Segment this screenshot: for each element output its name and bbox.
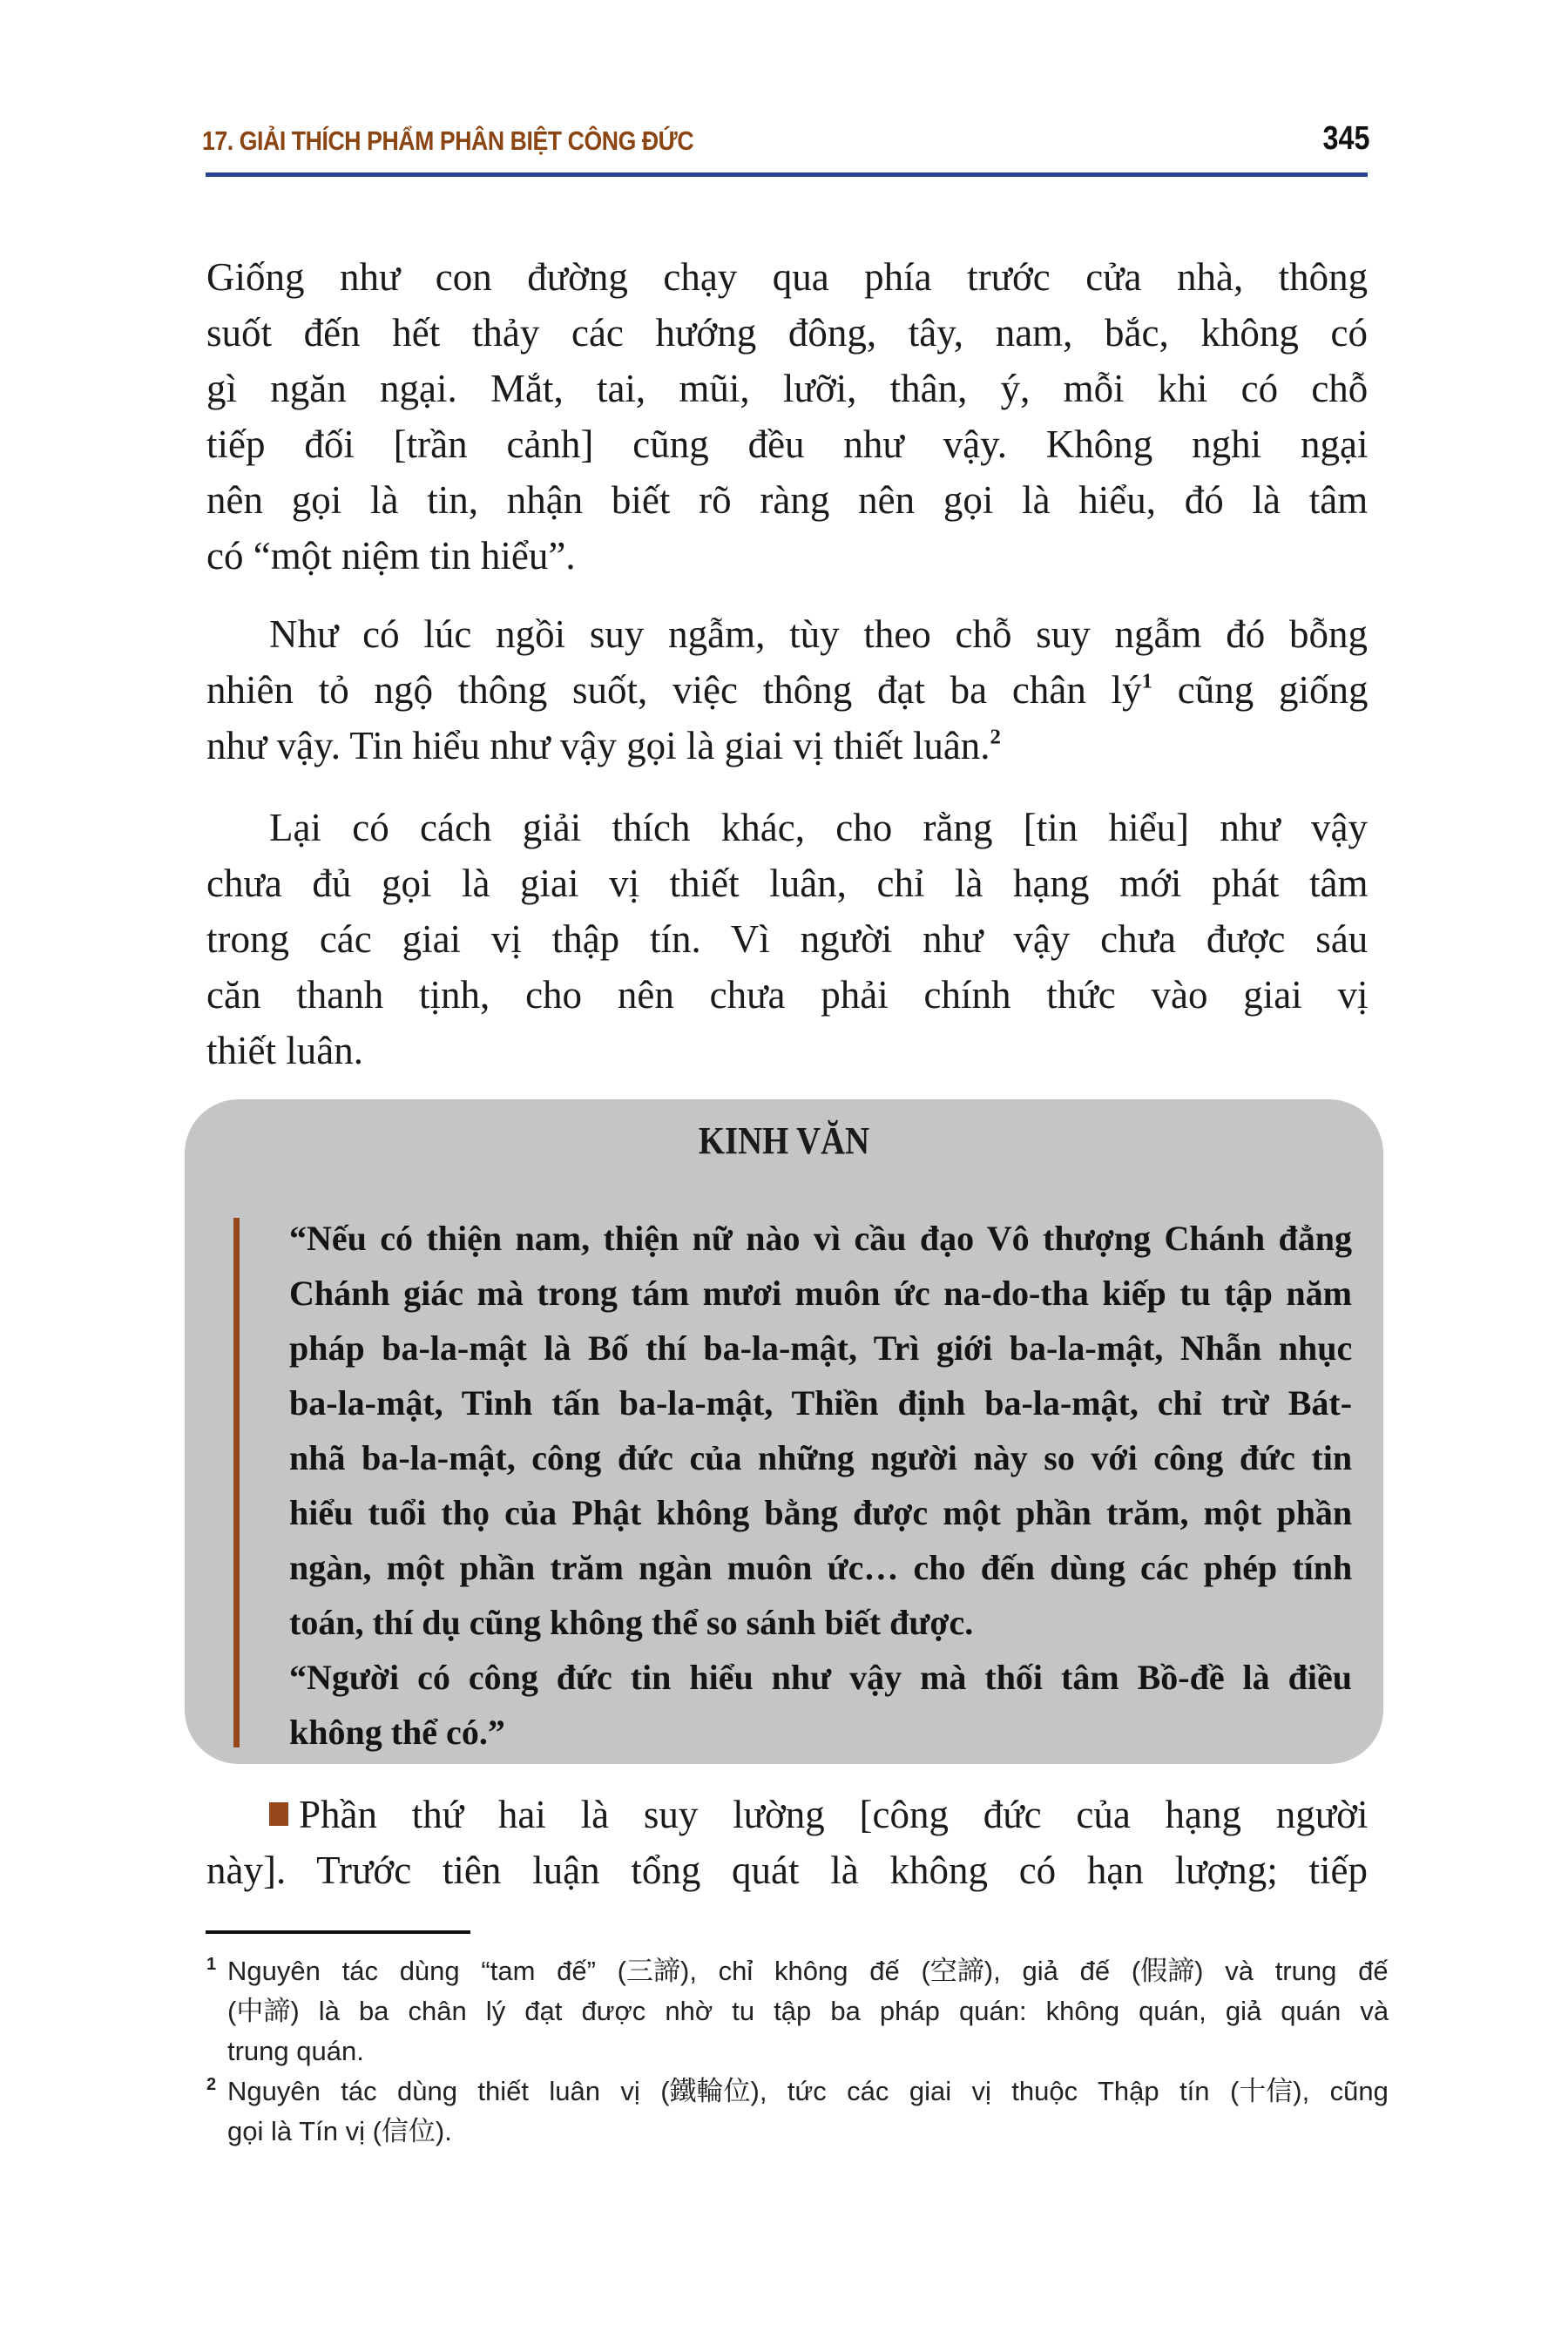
text-line: tiếp đối [trần cảnh] cũng đều như vậy. Không nghi ngại [206,422,1369,466]
footnote-2 [206,2072,1389,2152]
quote-line: “Người có công đức tin hiểu như vậy mà thối tâm Bồ-đề là điều [289,1658,1352,1697]
text-segment: như vậy. Tin hiểu như vậy gọi là giai vị thiết luân. [206,724,990,767]
sutra-quote [289,1211,1352,1760]
text-line: chưa đủ gọi là giai vị thiết luân, chỉ là hạng mới phát tâm [206,862,1369,905]
quote-line: Chánh giác mà trong tám mươi muôn ức na-do-tha kiếp tu tập năm [289,1274,1352,1313]
paragraph-1 [206,249,1368,584]
text-line: thiết luân. [206,1029,363,1072]
footnote-line: gọi là Tín vị (信位). [227,2116,452,2146]
text-segment: nhiên tỏ ngộ thông suốt, việc thông đạt ba chân lý [206,668,1142,712]
quote-line: ba-la-mật, Tinh tấn ba-la-mật, Thiền định ba-la-mật, chỉ trừ Bát- [289,1383,1353,1423]
quote-line: pháp ba-la-mật là Bố thí ba-la-mật, Trì giới ba-la-mật, Nhẫn nhục [289,1328,1353,1368]
footnotes [206,1951,1389,2152]
header-rule [206,172,1368,177]
footnote-1 [206,1951,1389,2072]
square-bullet-icon [269,1802,288,1826]
footnote-line: Nguyên tác dùng “tam đế” (三諦), chỉ không đế (空諦), giả đế (假諦) và trung đế [227,1956,1389,1986]
text-line [206,662,1368,718]
quote-line: ngàn, một phần trăm ngàn muôn ức… cho đến dùng các phép tính [289,1548,1353,1587]
text-line [206,1787,1368,1842]
chapter-title: 17. GIẢI THÍCH PHẨM PHÂN BIỆT CÔNG ĐỨC [202,125,694,156]
text-line: Lại có cách giải thích khác, cho rằng [tin hiểu] như vậy [269,806,1368,849]
text-line: có “một niệm tin hiểu”. [206,534,576,578]
footnote-ref-1[interactable]: 1 [1141,669,1152,693]
text-line: trong các giai vị thập tín. Vì người như vậy chưa được sáu [206,917,1369,961]
text-line: gì ngăn ngại. Mắt, tai, mũi, lưỡi, thân, ý, mỗi khi có chỗ [206,367,1369,410]
text-line: suốt đến hết thảy các hướng đông, tây, nam, bắc, không có [206,311,1368,355]
paragraph-2 [206,606,1368,774]
text-line: Giống như con đường chạy qua phía trước cửa nhà, thông [206,255,1369,299]
quote-bar [233,1218,240,1747]
text-line [206,718,1368,774]
sutra-text-box [185,1099,1383,1764]
paragraph-3 [206,800,1368,1078]
page-number: 345 [1322,120,1369,157]
running-header [202,122,1369,166]
text-segment: Phần thứ hai là suy lường [công đức của hạng người [299,1793,1369,1836]
footnote-line: Nguyên tác dùng thiết luân vị (鐵輪位), tức các giai vị thuộc Thập tín (十信), cũng [227,2076,1389,2106]
text-segment: cũng giống [1177,668,1369,712]
quote-line: hiểu tuổi thọ của Phật không bằng được một phần trăm, một phần [289,1493,1353,1532]
quote-line: “Nếu có thiện nam, thiện nữ nào vì cầu đạo Vô thượng Chánh đẳng [289,1219,1352,1258]
paragraph-4 [206,1787,1368,1898]
footnote-separator [206,1930,470,1934]
footnote-line: trung quán. [227,2036,364,2066]
text-line: Như có lúc ngồi suy ngẫm, tùy theo chỗ suy ngẫm đó bỗng [269,612,1369,656]
sutra-box-title: KINH VĂN [698,1119,870,1162]
quote-line: nhã ba-la-mật, công đức của những người này so với công đức tin [289,1438,1353,1477]
footnote-number: 1 [206,1955,217,1974]
text-line: nên gọi là tin, nhận biết rõ ràng nên gọi là hiểu, đó là tâm [206,478,1369,522]
quote-line: không thể có.” [289,1713,505,1752]
footnote-ref-2[interactable]: 2 [990,725,1001,749]
footnote-line: (中諦) là ba chân lý đạt được nhờ tu tập ba pháp quán: không quán, giả quán và [227,1996,1389,2026]
footnote-number: 2 [206,2075,217,2094]
quote-line: toán, thí dụ cũng không thể so sánh biết được. [289,1603,974,1642]
text-line: này]. Trước tiên luận tổng quát là không có hạn lượng; tiếp [206,1848,1368,1892]
text-line: căn thanh tịnh, cho nên chưa phải chính thức vào giai vị [206,973,1369,1017]
